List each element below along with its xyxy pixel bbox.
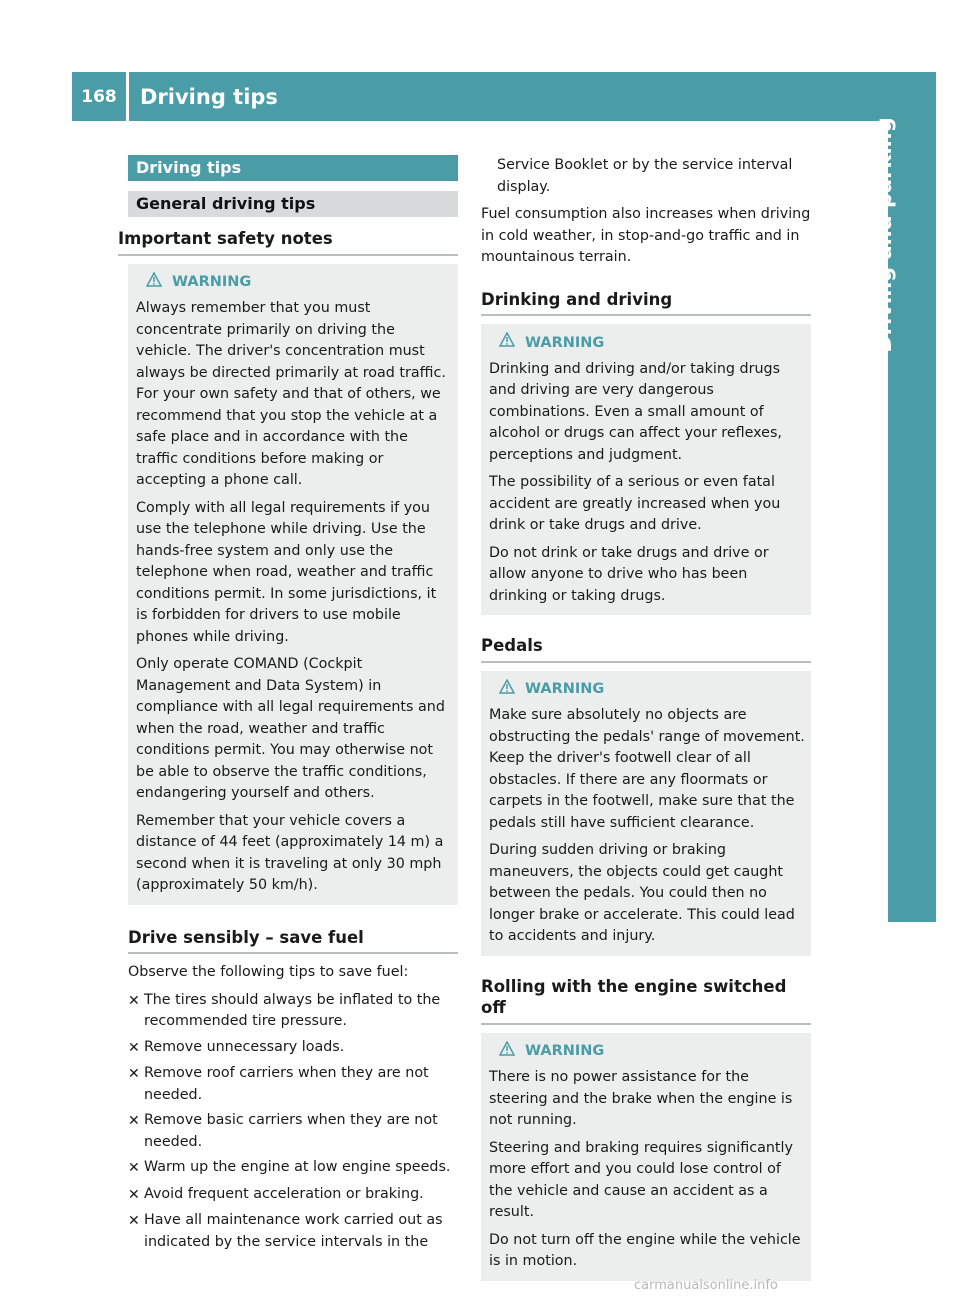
list-item <box>128 1210 458 1253</box>
warning-box-rolling <box>481 1033 811 1281</box>
heading-rolling-engine-off: Rolling with the engine switched off <box>481 976 811 1025</box>
list-item-text: Remove unnecessary loads. <box>144 1038 345 1055</box>
list-item-text: Warm up the engine at low engine speeds. <box>144 1159 451 1175</box>
warning-label: WARNING <box>172 274 252 290</box>
warning-paragraph: Do not drink or take drugs and drive or allow anyone to drive who has been drinking or taking drugs. <box>489 544 769 604</box>
warning-paragraph: Remember that your vehicle covers a distance of 44 feet (approximately 14 m) a second when it is traveling at only 30 mph (approximately 50 km/h). <box>136 812 444 893</box>
fuel-section <box>128 962 458 1253</box>
warning-box-safety <box>128 264 458 905</box>
warning-paragraph: Make sure absolutely no objects are obstructing the pedals' range of movement. Keep the driver's footwell clear of all obstacles. If there are any floormats or carpets in the footwell, make sure that the pedals still have sufficient clearance. <box>489 707 805 831</box>
list-item <box>128 990 458 1033</box>
warning-triangle-icon <box>489 679 525 702</box>
warning-triangle-icon <box>136 272 172 295</box>
x-bullet-icon: ✕ <box>128 1186 140 1203</box>
warning-paragraph: The possibility of a serious or even fatal accident are greatly increased when you drink or take drugs and drive. <box>489 474 781 533</box>
warning-paragraph: There is no power assistance for the steering and the brake when the engine is not running. <box>489 1069 793 1128</box>
list-item-text: Remove roof carriers when they are not needed. <box>144 1065 429 1103</box>
warning-triangle-icon <box>489 332 525 355</box>
warning-paragraph: Drinking and driving and/or taking drugs and driving are very dangerous combinations. Even a small amount of alcohol or drugs can affect your reflexes, perceptions and judgment. <box>489 360 782 463</box>
warning-triangle-icon <box>489 1041 525 1064</box>
list-item-text: The tires should always be inflated to the recommended tire pressure. <box>144 991 441 1029</box>
warning-paragraph: Only operate COMAND (Cockpit Management and Data System) in compliance with all legal requirements and when the road, weather and traffic conditions permit. You may otherwise not be able to observe the traffic conditions, endangering yourself and others. <box>136 656 445 801</box>
left-column <box>128 155 458 217</box>
heading-drinking-driving: Drinking and driving <box>481 289 811 317</box>
x-bullet-icon: ✕ <box>128 1066 140 1082</box>
list-item <box>128 1063 458 1106</box>
left-column-body <box>118 228 458 1257</box>
warning-box-pedals <box>481 671 811 956</box>
warning-box-drinking <box>481 324 811 615</box>
list-item-text: Have all maintenance work carried out as indicated by the service intervals in the <box>144 1212 443 1250</box>
warning-header <box>489 679 805 702</box>
warning-header <box>489 1041 805 1064</box>
warning-label: WARNING <box>525 334 605 351</box>
list-item <box>128 1157 458 1180</box>
x-bullet-icon: ✕ <box>128 992 140 1009</box>
page-number: 168 <box>81 86 117 107</box>
x-bullet-icon: ✕ <box>128 1160 140 1176</box>
warning-paragraph: Always remember that you must concentrate primarily on driving the vehicle. The driver's concentration must always be directed primarily at road traffic. For your own safety and that of others, we recommend that you stop the vehicle at a safe place and in accordance with the traffic conditions before making or accepting a phone call. <box>136 300 446 488</box>
warning-paragraph: Steering and braking requires significantly more effort and you could lose control of the vehicle and cause an accident as a result. <box>489 1139 793 1220</box>
list-item <box>128 1037 458 1060</box>
fuel-intro: Observe the following tips to save fuel: <box>128 964 409 980</box>
warning-label: WARNING <box>525 681 605 697</box>
heading-important-safety-notes: Important safety notes <box>118 228 458 256</box>
warning-paragraph: Do not turn off the engine while the vehicle is in motion. <box>489 1231 801 1269</box>
section-bar: General driving tips <box>128 191 458 217</box>
x-bullet-icon: ✕ <box>128 1039 140 1056</box>
side-tab-label: Driving and parking <box>872 117 896 353</box>
header-divider <box>126 72 129 121</box>
warning-header <box>489 332 805 355</box>
x-bullet-icon: ✕ <box>128 1113 140 1129</box>
running-title: Driving tips <box>140 84 278 109</box>
list-item-text: Avoid frequent acceleration or braking. <box>144 1185 424 1202</box>
right-column <box>481 155 811 1281</box>
list-item <box>128 1184 458 1207</box>
continued-text: Service Booklet or by the service interval display. <box>497 157 793 195</box>
warning-paragraph: During sudden driving or braking maneuvers, the objects could get caught between the pedals. You could then no longer brake or accelerate. This could lead to accidents and injury. <box>489 842 795 944</box>
heading-pedals: Pedals <box>481 635 811 663</box>
list-item <box>128 1110 458 1153</box>
list-item-text: Remove basic carriers when they are not needed. <box>144 1112 438 1150</box>
watermark: carmanualsonline.info <box>634 1278 778 1293</box>
fuel-note: Fuel consumption also increases when driving in cold weather, in stop-and-go traffic and in mountainous terrain. <box>481 206 811 265</box>
warning-header <box>136 272 452 295</box>
warning-paragraph: Comply with all legal requirements if you use the telephone while driving. Use the hands-free system and only use the telephone when road, weather and traffic conditions permit. In some jurisdictions, it is forbidden for drivers to use mobile phones while driving. <box>136 499 437 645</box>
heading-save-fuel: Drive sensibly – save fuel <box>128 927 458 955</box>
chapter-bar: Driving tips <box>128 155 458 181</box>
warning-label: WARNING <box>525 1043 605 1059</box>
x-bullet-icon: ✕ <box>128 1213 140 1229</box>
